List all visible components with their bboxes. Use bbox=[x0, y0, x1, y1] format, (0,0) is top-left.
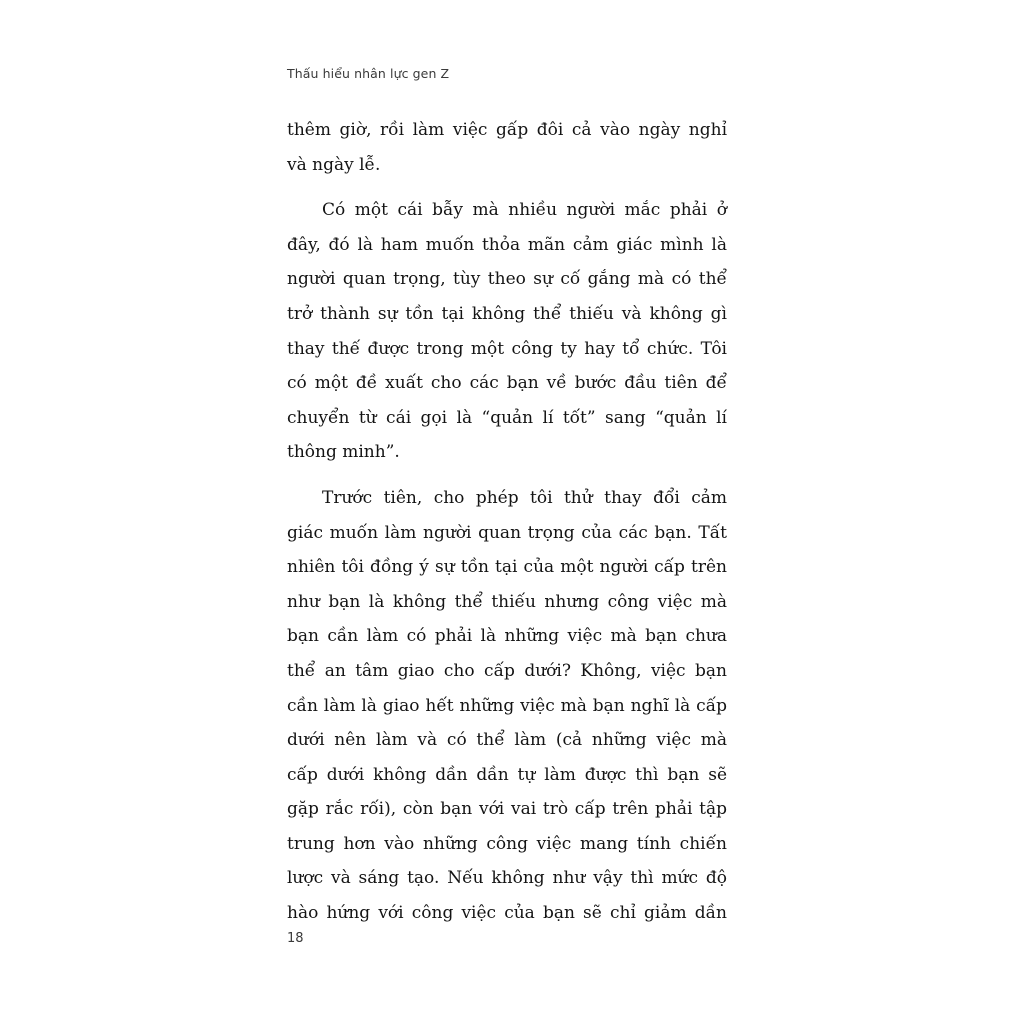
text-line: nhiên tôi đồng ý sự tồn tại của một người cấp trên bbox=[287, 557, 727, 578]
text-line: chuyển từ cái gọi là “quản lí tốt” sang “quản lí bbox=[287, 407, 727, 428]
paragraph-1 bbox=[287, 113, 727, 182]
text-line: bạn cần làm có phải là những việc mà bạn chưa bbox=[287, 626, 727, 647]
running-header: Thấu hiểu nhân lực gen Z bbox=[287, 66, 450, 81]
text-line: và ngày lễ. bbox=[287, 154, 381, 175]
text-line: thông minh”. bbox=[287, 442, 400, 463]
text-line: đây, đó là ham muốn thỏa mãn cảm giác mình là bbox=[287, 234, 727, 255]
text-line: hào hứng với công việc của bạn sẽ chỉ giảm dần bbox=[287, 903, 727, 924]
text-line: trở thành sự tồn tại không thể thiếu và không gì bbox=[287, 303, 727, 324]
page-number: 18 bbox=[287, 931, 304, 946]
text-line: thay thế được trong một công ty hay tổ chức. Tôi bbox=[287, 338, 727, 359]
text-line: dưới nên làm và có thể làm (cả những việc mà bbox=[287, 730, 727, 751]
text-line: Trước tiên, cho phép tôi thử thay đổi cảm bbox=[322, 487, 727, 508]
paragraph-3 bbox=[287, 481, 727, 931]
text-line: cấp dưới không dần dần tự làm được thì bạn sẽ bbox=[287, 764, 727, 785]
text-line: trung hơn vào những công việc mang tính chiến bbox=[287, 833, 727, 854]
text-line: lược và sáng tạo. Nếu không như vậy thì mức độ bbox=[287, 868, 727, 889]
text-line: có một đề xuất cho các bạn về bước đầu tiên để bbox=[287, 373, 727, 394]
body-text bbox=[287, 113, 727, 931]
text-line: thêm giờ, rồi làm việc gấp đôi cả vào ngày nghỉ bbox=[287, 120, 727, 140]
text-line: cần làm là giao hết những việc mà bạn nghĩ là cấp bbox=[287, 695, 727, 716]
text-line: người quan trọng, tùy theo sự cố gắng mà có thể bbox=[287, 269, 727, 290]
text-line: thể an tâm giao cho cấp dưới? Không, việc bạn bbox=[287, 660, 727, 681]
text-line: giác muốn làm người quan trọng của các bạn. Tất bbox=[287, 522, 727, 543]
paragraph-2 bbox=[287, 193, 727, 470]
text-line: Có một cái bẫy mà nhiều người mắc phải ở bbox=[322, 200, 727, 221]
text-line: gặp rắc rối), còn bạn với vai trò cấp trên phải tập bbox=[287, 799, 727, 820]
text-line: như bạn là không thể thiếu nhưng công việc mà bbox=[287, 591, 727, 612]
